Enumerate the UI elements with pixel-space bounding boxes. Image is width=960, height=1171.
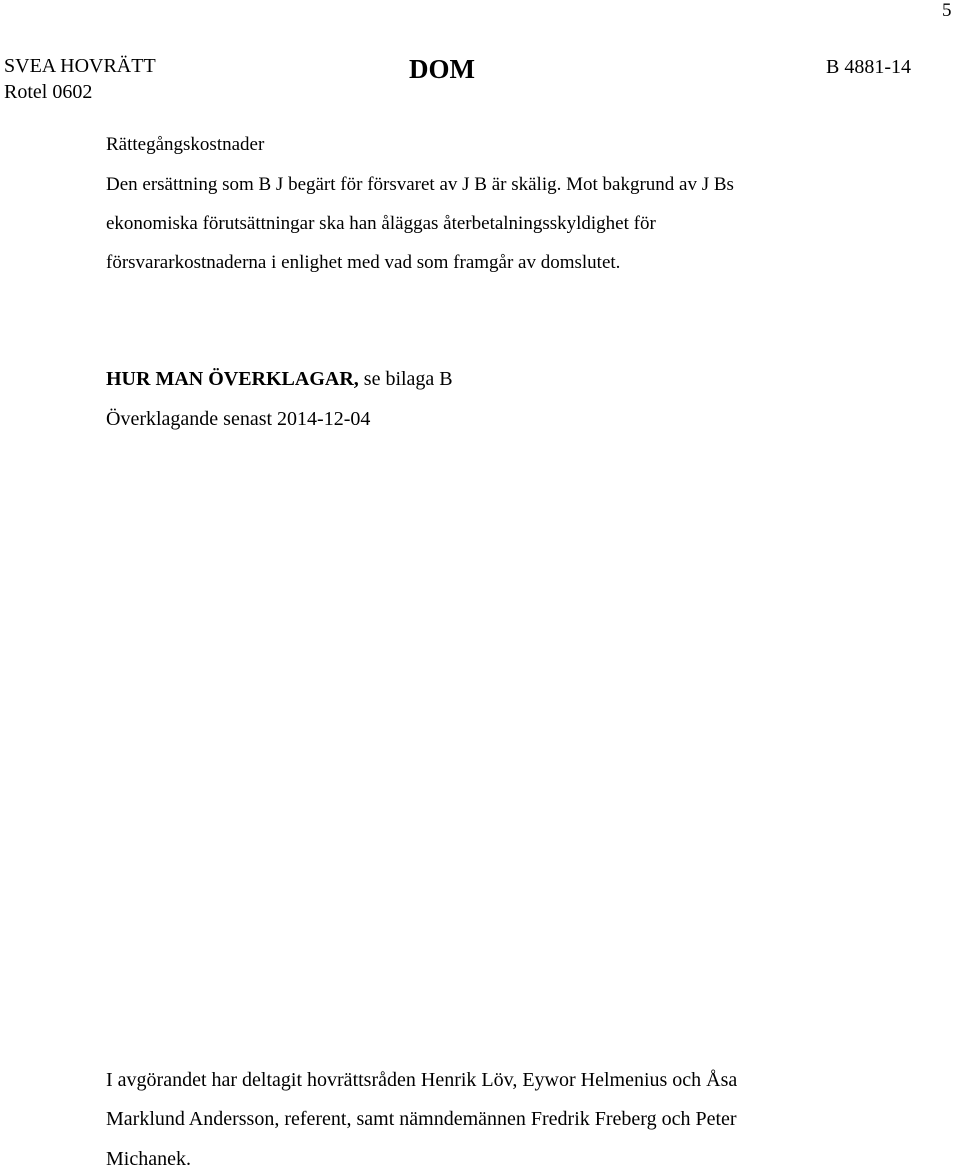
costs-heading: Rättegångskostnader	[106, 134, 265, 155]
costs-paragraph-line: försvararkostnaderna i enlighet med vad som framgår av domslutet.	[106, 252, 621, 273]
participants-line: Marklund Andersson, referent, samt nämndemännen Fredrik Freberg och Peter	[106, 1108, 737, 1130]
appeal-heading-rest: se bilaga B	[358, 368, 453, 390]
participants-line: Michanek.	[106, 1148, 191, 1170]
appeal-heading-bold: HUR MAN ÖVERKLAGAR,	[106, 368, 359, 390]
rotel-number: Rotel 0602	[4, 81, 93, 103]
document-type: DOM	[409, 54, 475, 84]
appeal-heading	[106, 368, 453, 391]
participants-line: I avgörandet har deltagit hovrättsråden Henrik Löv, Eywor Helmenius och Åsa	[106, 1069, 738, 1091]
page-number: 5	[942, 0, 952, 21]
court-name: SVEA HOVRÄTT	[4, 55, 156, 77]
costs-paragraph-line: ekonomiska förutsättningar ska han åläggas återbetalningsskyldighet för	[106, 213, 656, 234]
costs-paragraph-line: Den ersättning som B J begärt för försvaret av J B är skälig. Mot bakgrund av J Bs	[106, 174, 734, 195]
case-number: B 4881-14	[826, 56, 911, 78]
appeal-deadline: Överklagande senast 2014-12-04	[106, 408, 371, 430]
